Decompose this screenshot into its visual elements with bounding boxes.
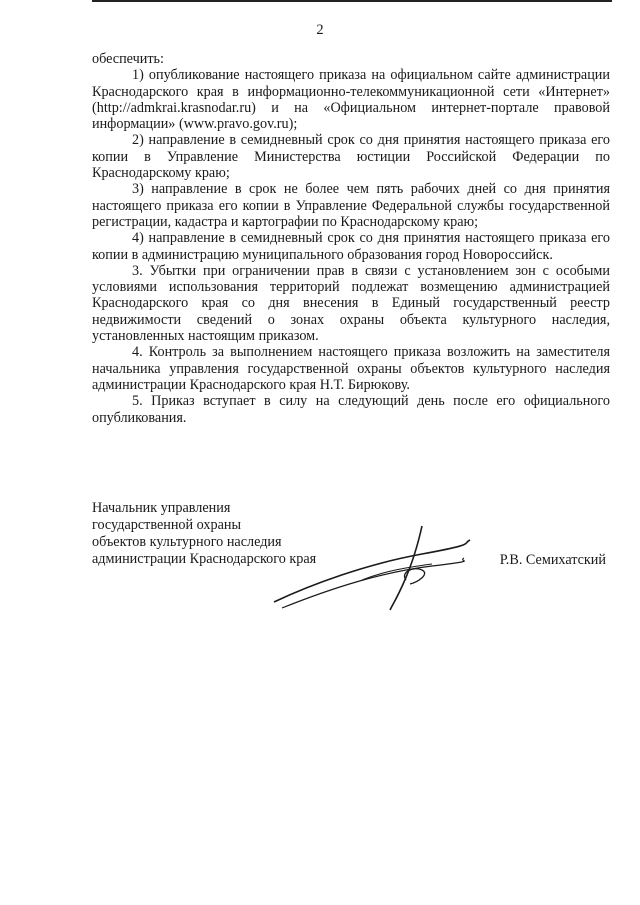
document-body — [92, 51, 610, 426]
signatory-position-line: Начальник управления — [92, 500, 231, 516]
paragraph-clause-4: 4. Контроль за выполнением настоящего приказа возложить на заместителя начальника управления государственной охраны объектов культурного наследия администрации Краснодарского края Н.Т. Бирюкову. — [92, 344, 610, 393]
paragraph-item-2: 2) направление в семидневный срок со дня принятия настоящего приказа его копии в Управление Министерства юстиции Российской Федерации по Краснодарскому краю; — [92, 132, 610, 182]
paragraph-intro: обеспечить: — [92, 51, 164, 67]
signatory-position-line: администрации Краснодарского края — [92, 551, 317, 567]
page-number: 2 — [316, 22, 324, 38]
paragraph-item-1: 1) опубликование настоящего приказа на официальном сайте администрации Краснодарского края в информационно-телекоммуникационной сети «Интернет» (http://admkrai.krasnodar.ru) и на «Официальном интернет-портале правовой информации» (www.pravo.gov.ru); — [92, 67, 610, 133]
signatory-name: Р.В. Семихатский — [499, 552, 606, 568]
paragraph-item-3: 3) направление в срок не более чем пять рабочих дней со дня принятия настоящего приказа его копии в Управление Федеральной службы государственной регистрации, кадастра и картографии по Краснодарскому краю; — [92, 181, 610, 230]
paragraph-item-4: 4) направление в семидневный срок со дня принятия настоящего приказа его копии в администрацию муниципального образования город Новороссийск. — [92, 230, 610, 263]
top-rule — [92, 0, 612, 2]
signatory-position-line: государственной охраны — [92, 517, 242, 533]
signatory-position-line: объектов культурного наследия — [92, 534, 282, 550]
paragraph-clause-5: 5. Приказ вступает в силу на следующий день после его официального опубликования. — [92, 393, 610, 426]
handwritten-signature — [272, 522, 472, 612]
paragraph-clause-3: 3. Убытки при ограничении прав в связи с установлением зон с особыми условиями использования территорий подлежат возмещению администрацией Краснодарского края со дня внесения в Единый государственный реестр недвижимости сведений о зонах охраны объекта культурного наследия, установленных настоящим приказом. — [92, 262, 610, 345]
